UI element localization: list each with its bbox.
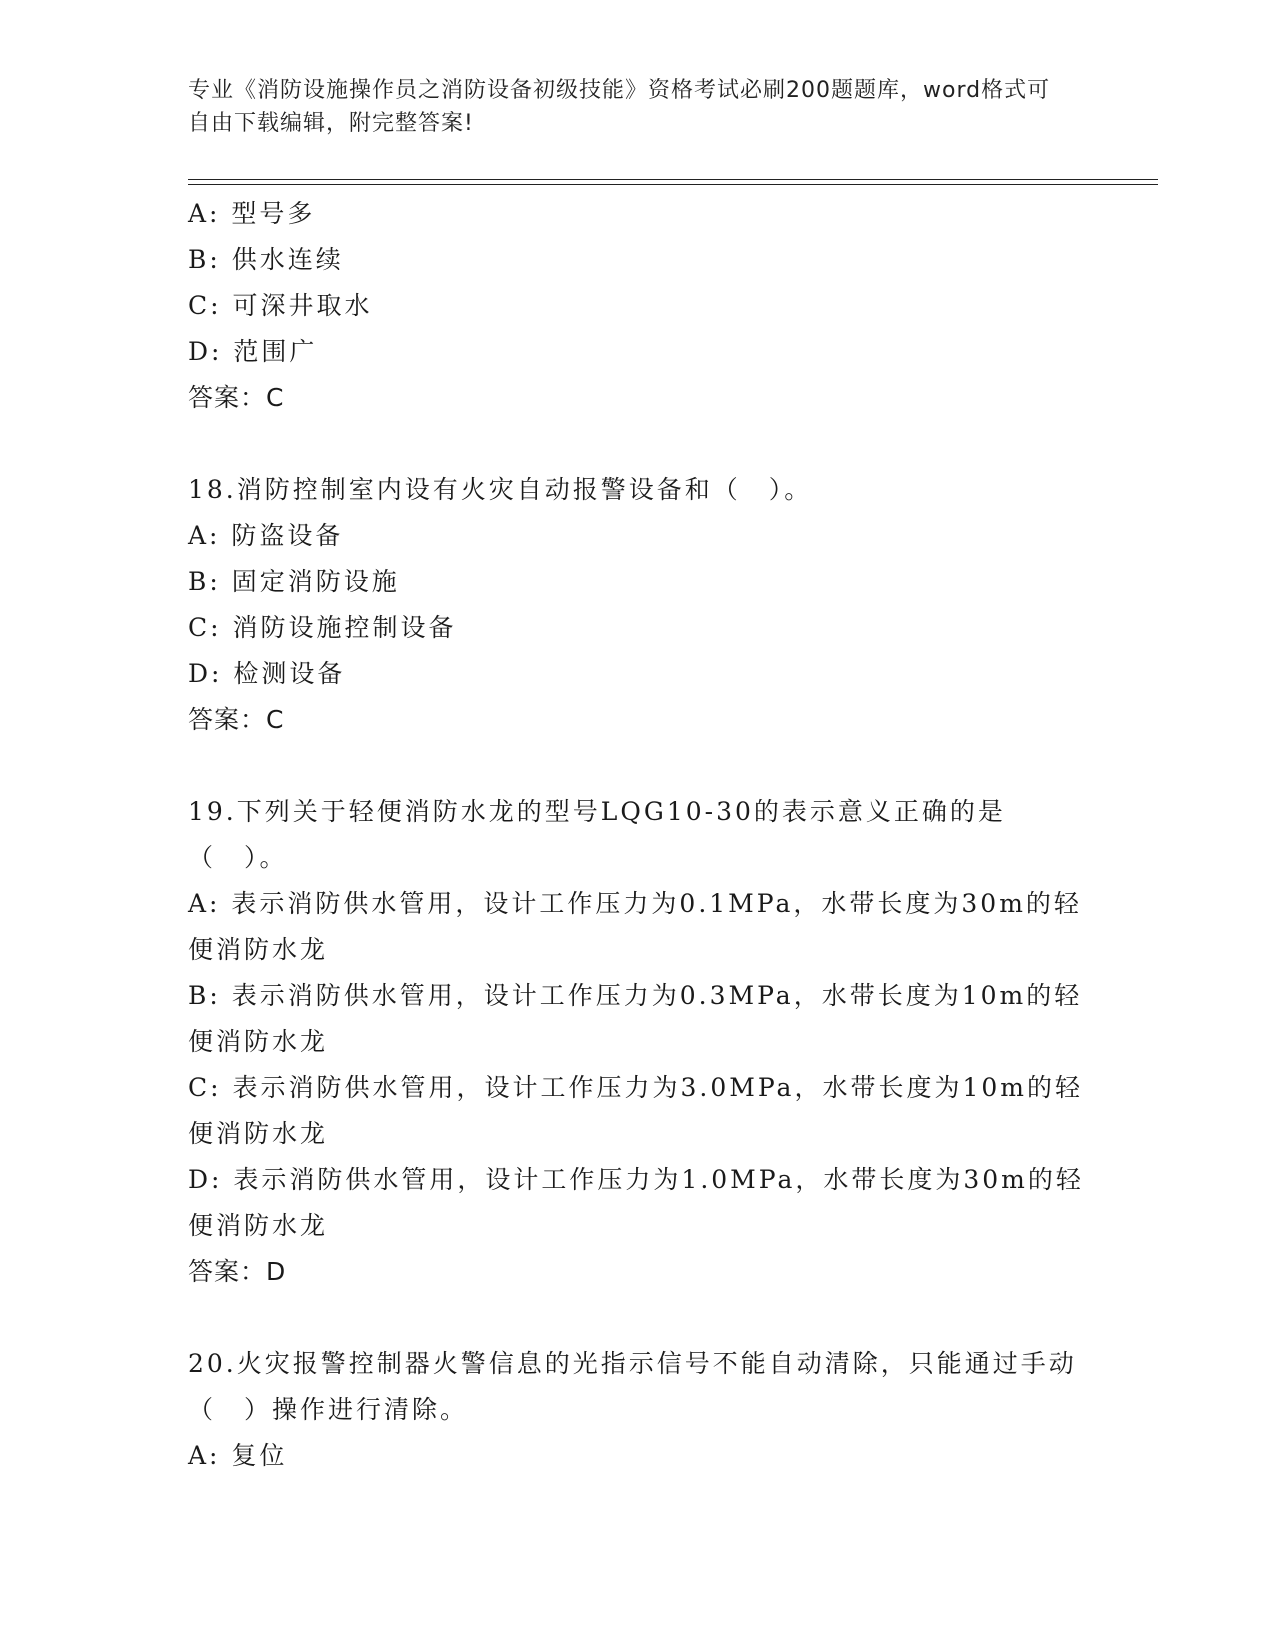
question-text: 18.消防控制室内设有火灾自动报警设备和（ ）。: [188, 475, 813, 504]
question-text: 20.火灾报警控制器火警信息的光指示信号不能自动清除，只能通过手动（ ）操作进行清除。: [188, 1349, 1077, 1424]
option-b: B: 固定消防设施: [188, 567, 400, 596]
spacer: [188, 421, 1098, 467]
option-c: C: 可深井取水: [188, 291, 373, 320]
option-b: B: 供水连续: [188, 245, 344, 274]
question-20: [188, 1341, 1098, 1479]
answer: 答案：C: [188, 383, 285, 412]
header-title: 专业《消防设施操作员之消防设备初级技能》资格考试必刷200题题库，word格式可自由下载编辑，附完整答案!: [188, 78, 1051, 136]
question-content: [188, 191, 1098, 1479]
spacer: [188, 743, 1098, 789]
question-19: [188, 789, 1098, 1295]
option-a: A: 复位: [188, 1441, 288, 1470]
option-c: C: 表示消防供水管用，设计工作压力为3.0MPa，水带长度为10m的轻便消防水龙: [188, 1073, 1083, 1148]
answer: 答案：D: [188, 1257, 287, 1286]
option-d: D: 表示消防供水管用，设计工作压力为1.0MPa，水带长度为30m的轻便消防水龙: [188, 1165, 1084, 1240]
question-17: [188, 191, 1098, 421]
header-rule-top: [188, 179, 1158, 180]
option-a: A: 表示消防供水管用，设计工作压力为0.1MPa，水带长度为30m的轻便消防水龙: [188, 889, 1082, 964]
option-c: C: 消防设施控制设备: [188, 613, 457, 642]
header-rule-bottom: [188, 184, 1158, 185]
document-header: [188, 74, 1068, 140]
answer: 答案：C: [188, 705, 285, 734]
question-text: 19.下列关于轻便消防水龙的型号LQG10-30的表示意义正确的是（ ）。: [188, 797, 1006, 872]
option-b: B: 表示消防供水管用，设计工作压力为0.3MPa，水带长度为10m的轻便消防水龙: [188, 981, 1083, 1056]
option-a: A: 型号多: [188, 199, 316, 228]
option-d: D: 范围广: [188, 337, 318, 366]
option-a: A: 防盗设备: [188, 521, 344, 550]
question-18: [188, 467, 1098, 743]
option-d: D: 检测设备: [188, 659, 346, 688]
spacer: [188, 1295, 1098, 1341]
